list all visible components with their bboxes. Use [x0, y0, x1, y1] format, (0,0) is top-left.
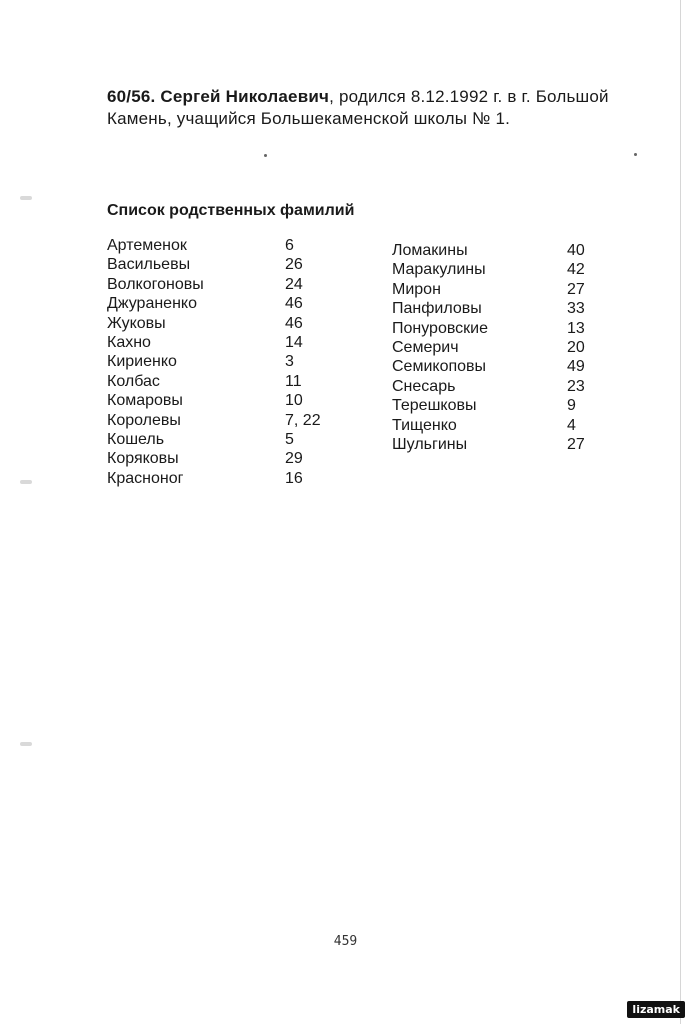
surname-page-ref: 42 — [567, 261, 585, 279]
scan-margin-line — [680, 0, 681, 1024]
surname-page-ref: 7, 22 — [285, 411, 321, 429]
surname: Васильевы — [107, 256, 191, 274]
scan-speck — [634, 153, 637, 156]
watermark-logo: lizamak — [627, 1001, 685, 1018]
surname-page-ref: 11 — [285, 372, 302, 390]
surname-page-ref: 27 — [567, 435, 585, 453]
scan-punch-mark — [20, 742, 32, 746]
scan-punch-mark — [20, 196, 32, 200]
surname-page-ref: 10 — [285, 392, 303, 410]
surname: Терешковы — [392, 397, 477, 415]
surname: Панфиловы — [392, 300, 482, 318]
surname: Семикоповы — [392, 358, 487, 376]
surname-page-ref: 26 — [285, 256, 303, 274]
scan-speck — [264, 154, 267, 157]
surname: Кахно — [107, 333, 151, 351]
scan-punch-mark — [20, 480, 32, 484]
surname: Маракулины — [392, 261, 486, 279]
surname: Королевы — [107, 411, 181, 429]
surname-page-ref: 4 — [567, 416, 576, 434]
surname: Семерич — [392, 338, 459, 356]
surname-page-ref: 46 — [285, 314, 303, 332]
related-surnames-heading: Список родственных фамилий — [107, 202, 355, 219]
surname-page-ref: 9 — [567, 397, 576, 415]
surname-page-ref: 24 — [285, 275, 303, 293]
surname: Кошель — [107, 430, 165, 448]
surname-page-ref: 46 — [285, 295, 303, 313]
person-entry — [107, 86, 627, 130]
entry-number: 60/56. — [107, 87, 156, 106]
surname-page-ref: 40 — [567, 242, 585, 259]
surname: Артеменок — [107, 237, 187, 254]
surname-page-ref: 20 — [567, 338, 585, 356]
surname: Ломакины — [392, 242, 468, 259]
surname: Комаровы — [107, 392, 183, 410]
surname-page-ref: 14 — [285, 333, 303, 351]
surname: Волкогоновы — [107, 275, 204, 293]
surname-page-ref: 49 — [567, 358, 585, 376]
surname-page-ref: 33 — [567, 300, 585, 318]
surname-page-ref: 6 — [285, 237, 294, 254]
person-details: , родился 8.12.1992 г. в г. Большой Камень, учащийся Большекаменской школы № 1. — [107, 87, 609, 128]
person-name: Сергей Николаевич — [160, 87, 330, 106]
surname: Тищенко — [392, 416, 457, 434]
surname: Мирон — [392, 280, 441, 298]
surname: Понуровские — [392, 319, 489, 337]
surname: Джураненко — [107, 295, 197, 313]
page-number: 459 — [333, 934, 358, 949]
surname: Коряковы — [107, 450, 179, 468]
surname-page-ref: 29 — [285, 450, 303, 468]
surname: Снесарь — [392, 377, 456, 395]
surname-page-ref: 3 — [285, 353, 294, 371]
surname: Шульгины — [392, 435, 468, 453]
surname: Жуковы — [107, 314, 166, 332]
surname-page-ref: 13 — [567, 319, 585, 337]
surname: Колбас — [107, 372, 160, 390]
surname-page-ref: 27 — [567, 280, 585, 298]
surname-page-ref: 5 — [285, 430, 294, 448]
surname-page-ref: 23 — [567, 377, 585, 395]
surname-page-ref: 16 — [285, 469, 303, 487]
surname: Красноног — [107, 469, 184, 487]
surname: Кириенко — [107, 353, 177, 371]
